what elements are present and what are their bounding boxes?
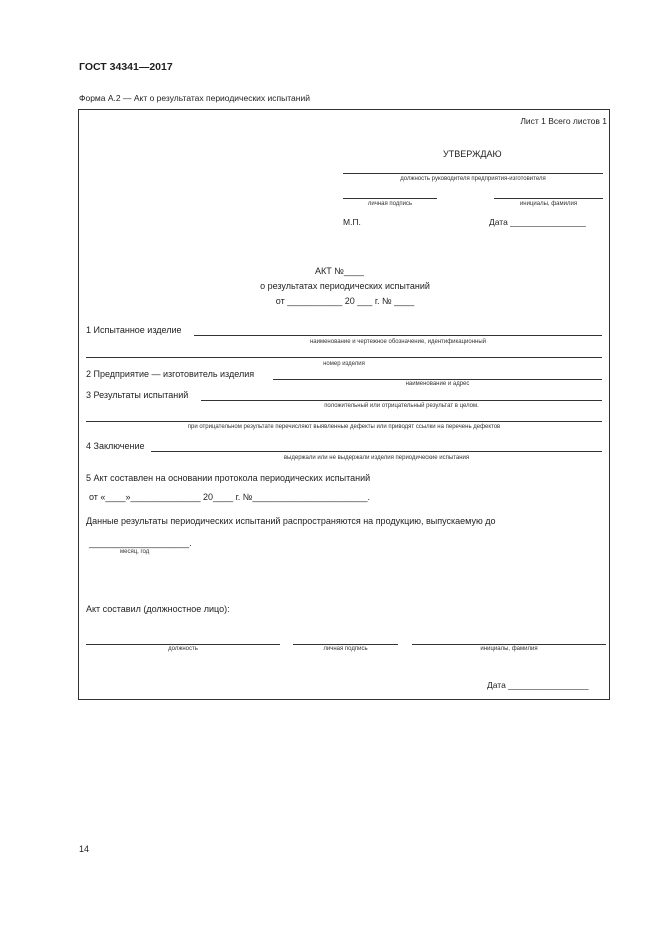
approval-signature-caption: личная подпись [367, 201, 413, 207]
compiled-signature-line[interactable] [293, 644, 398, 645]
results-caption: положительный или отрицательный результат в целом. [324, 403, 479, 409]
conclusion-caption: выдержали или не выдержали изделия периодические испытания [283, 455, 470, 461]
manufacturer-label: 2 Предприятие — изготовитель изделия [86, 369, 255, 379]
item-caption: наименование и чертежное обозначение, идентификационный [309, 339, 487, 345]
results-input-line[interactable] [201, 400, 602, 401]
act-subtitle: о результатах периодических испытаний [260, 281, 430, 291]
approval-date[interactable]: Дата ________________ [489, 217, 586, 227]
approval-title: УТВЕРЖДАЮ [443, 149, 502, 159]
compiled-name-caption: инициалы, фамилия [480, 646, 538, 652]
compiled-position-line[interactable] [86, 644, 280, 645]
compiled-position-caption: должность [168, 646, 198, 652]
approval-name-line[interactable] [494, 198, 603, 199]
act-title: АКТ №____ [315, 266, 364, 276]
page-number: 14 [79, 844, 90, 854]
compiled-date[interactable]: Дата _________________ [487, 680, 589, 690]
compiled-name-line[interactable] [412, 644, 606, 645]
month-year-line[interactable]: ____________________. [89, 538, 192, 548]
standard-header: ГОСТ 34341—2017 [79, 61, 173, 73]
approval-position-caption: должность руководителя предприятия-изготовителя [400, 176, 546, 182]
item-input-line[interactable] [194, 335, 602, 336]
conclusion-label: 4 Заключение [86, 441, 145, 451]
item-number-caption: номер изделия [323, 361, 365, 367]
act-from-line[interactable]: от ___________ 20 ___ г. № ____ [275, 296, 415, 306]
form-caption: Форма А.2 — Акт о результатах периодических испытаний [79, 93, 310, 103]
seal-mark: М.П. [343, 217, 361, 227]
sheet-info: Лист 1 Всего листов 1 [520, 116, 607, 126]
manufacturer-input-line[interactable] [273, 379, 602, 380]
extension-text: Данные результаты периодических испытаний распространяются на продукцию, выпускаемую до [86, 516, 496, 526]
approval-signature-line[interactable] [343, 198, 437, 199]
item-label: 1 Испытанное изделие [86, 325, 182, 335]
basis-label: 5 Акт составлен на основании протокола периодических испытаний [86, 473, 371, 483]
conclusion-input-line[interactable] [151, 451, 602, 452]
item-number-line[interactable] [86, 357, 602, 358]
approval-name-caption: инициалы, фамилия [519, 201, 578, 207]
compiled-signature-caption: личная подпись [323, 646, 368, 652]
results-caption-2: при отрицательном результате перечисляют выявленные дефекты или приводят ссылки на перечень дефектов [187, 424, 501, 430]
manufacturer-caption: наименование и адрес [405, 381, 470, 387]
month-year-caption: месяц, год [120, 549, 150, 555]
approval-position-line[interactable] [343, 173, 603, 174]
basis-line[interactable]: от «____»______________ 20____ г. №_______________________. [89, 492, 371, 502]
results-label: 3 Результаты испытаний [86, 390, 189, 400]
compiled-label: Акт составил (должностное лицо): [86, 604, 230, 614]
results-extra-line[interactable] [86, 421, 602, 422]
